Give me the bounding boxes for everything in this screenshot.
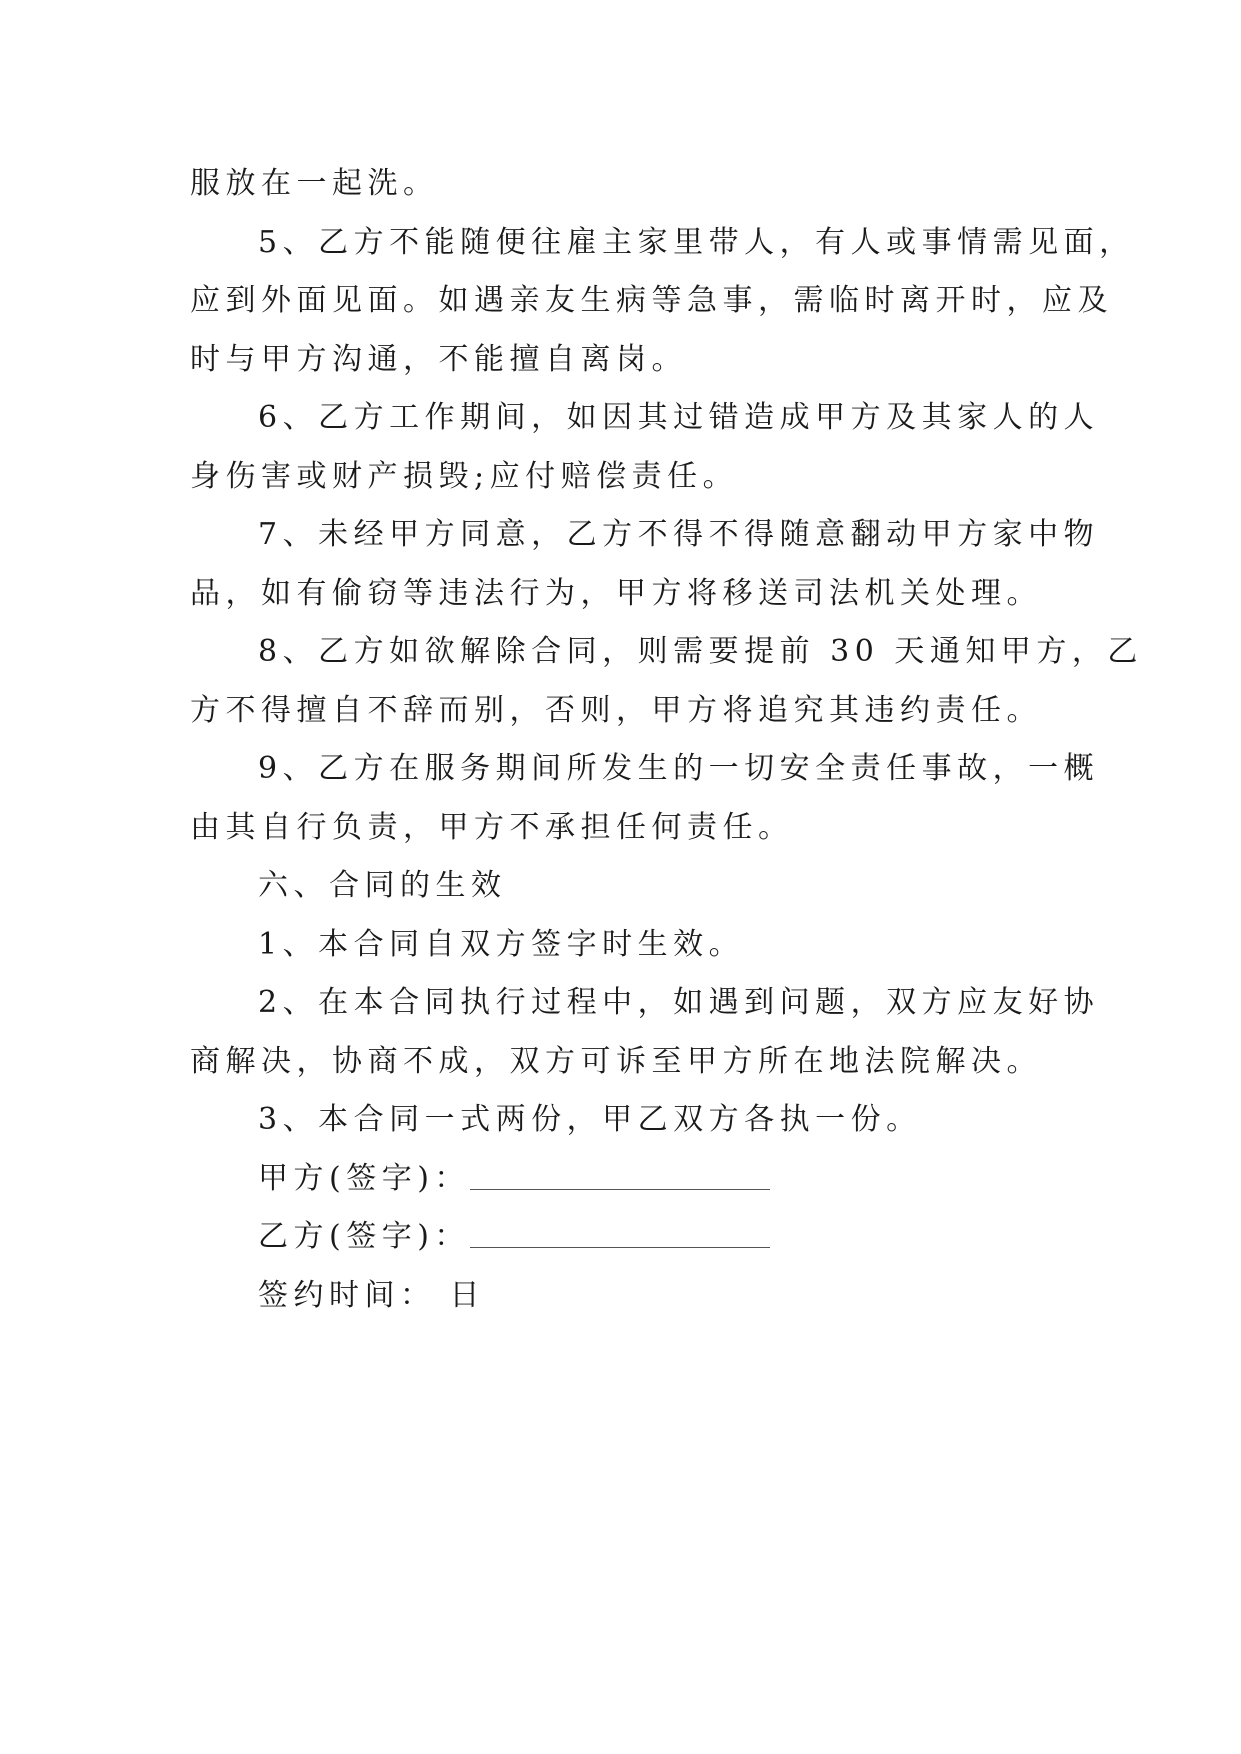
clause-5-line-1: 5、乙方不能随便往雇主家里带人，有人或事情需见面， (258, 224, 1135, 260)
party-b-signature-blank (470, 1217, 770, 1248)
signing-date-value: 日 (449, 1277, 485, 1313)
section-heading-effectiveness: 六、合同的生效 (258, 868, 507, 903)
clause-8-line-2: 方不得擅自不辞而别，否则，甲方将追究其违约责任。 (190, 692, 1042, 728)
clause-7-line-2: 品，如有偷窃等违法行为，甲方将移送司法机关处理。 (190, 575, 1042, 611)
signing-date-row (190, 1267, 1060, 1326)
clause-8-line-1: 8、乙方如欲解除合同，则需要提前 30 天通知甲方，乙 (258, 634, 1143, 669)
contract-body (190, 155, 1143, 1325)
paragraph-line: 服放在一起洗。 (190, 166, 439, 201)
party-a-signature-label: 甲方(签字)： (258, 1160, 470, 1196)
clause-9-line-2: 由其自行负责，甲方不承担任何责任。 (190, 809, 794, 845)
party-b-signature-label: 乙方(签字)： (258, 1219, 470, 1254)
effect-clause-3: 3、本合同一式两份，甲乙双方各执一份。 (258, 1102, 922, 1137)
clause-5-line-3: 时与甲方沟通，不能擅自离岗。 (190, 341, 687, 377)
clause-9-line-1: 9、乙方在服务期间所发生的一切安全责任事故，一概 (258, 751, 1100, 786)
effect-clause-2-line-1: 2、在本合同执行过程中，如遇到问题，双方应友好协 (258, 985, 1100, 1020)
clause-7-line-1: 7、未经甲方同意，乙方不得不得随意翻动甲方家中物 (258, 517, 1100, 552)
clause-6-line-1: 6、乙方工作期间，如因其过错造成甲方及其家人的人 (258, 400, 1100, 435)
clause-6-line-2: 身伤害或财产损毁;应付赔偿责任。 (190, 458, 739, 494)
party-b-signature-row (190, 1208, 1060, 1267)
effect-clause-1: 1、本合同自双方签字时生效。 (258, 926, 745, 962)
signing-date-label: 签约时间： (258, 1277, 436, 1313)
effect-clause-2-line-2: 商解决，协商不成，双方可诉至甲方所在地法院解决。 (190, 1043, 1042, 1079)
clause-5-line-2: 应到外面见面。如遇亲友生病等急事，需临时离开时，应及 (190, 283, 1113, 318)
party-a-signature-row (190, 1150, 1060, 1209)
party-a-signature-blank (470, 1159, 770, 1190)
